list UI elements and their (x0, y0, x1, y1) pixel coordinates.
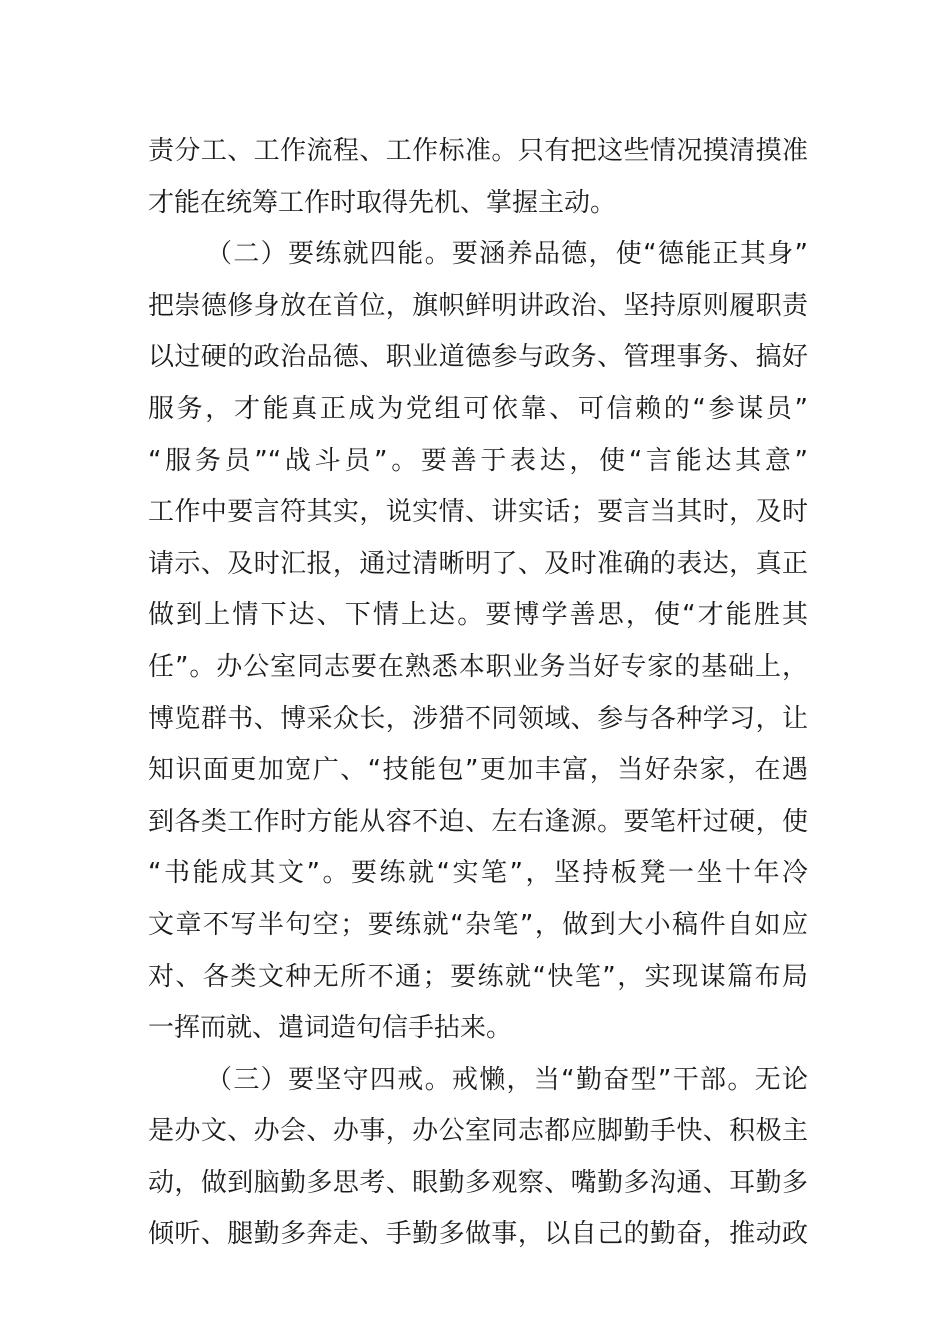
text-line: 把崇德修身放在首位，旗帜鲜明讲政治、坚持原则履职责 (148, 290, 808, 321)
text-line: 对、各类文种无所不通；要练就“快笔”，实现谋篇布局 (148, 961, 808, 992)
paragraph-heading-line: （三）要坚守四戒。戒懒，当“勤奋型”干部。无论 (206, 1064, 808, 1095)
text-line: 知识面更加宽广、“技能包”更加丰富，当好杂家，在遇 (148, 755, 808, 786)
text-line: 才能在统筹工作时取得先机、掌握主动。 (148, 187, 617, 218)
text-line: 请示、及时汇报，通过清晰明了、及时准确的表达，真正 (148, 548, 808, 579)
text-line: 做到上情下达、下情上达。要博学善思，使“才能胜其 (148, 600, 808, 631)
text-line: 文章不写半句空；要练就“杂笔”，做到大小稿件自如应 (148, 909, 808, 940)
paragraph-heading-line: （二）要练就四能。要涵养品德，使“德能正其身” (206, 239, 808, 270)
text-line: 到各类工作时方能从容不迫、左右逢源。要笔杆过硬，使 (148, 806, 808, 837)
text-line: “服务员”“战斗员”。要善于表达，使“言能达其意” (148, 445, 808, 476)
text-line: 任”。办公室同志要在熟悉本职业务当好专家的基础上， (148, 651, 808, 682)
text-line: 工作中要言符其实，说实情、讲实话；要言当其时，及时 (148, 497, 808, 528)
text-line: 以过硬的政治品德、职业道德参与政务、管理事务、搞好 (148, 342, 808, 373)
text-line: 倾听、腿勤多奔走、手勤多做事，以自己的勤奋，推动政 (148, 1219, 808, 1250)
text-line: 服务，才能真正成为党组可依靠、可信赖的“参谋员” (148, 393, 808, 424)
text-line: “书能成其文”。要练就“实笔”，坚持板凳一坐十年冷 (148, 858, 808, 889)
text-line: 动，做到脑勤多思考、眼勤多观察、嘴勤多沟通、耳勤多 (148, 1167, 808, 1198)
text-line: 博览群书、博采众长，涉猎不同领域、参与各种学习，让 (148, 703, 808, 734)
text-line: 一挥而就、遣词造句信手拈来。 (148, 1013, 513, 1044)
text-line: 是办文、办会、办事，办公室同志都应脚勤手快、积极主 (148, 1116, 808, 1147)
body-text (148, 126, 808, 1261)
text-line: 责分工、工作流程、工作标准。只有把这些情况摸清摸准 (148, 136, 808, 166)
